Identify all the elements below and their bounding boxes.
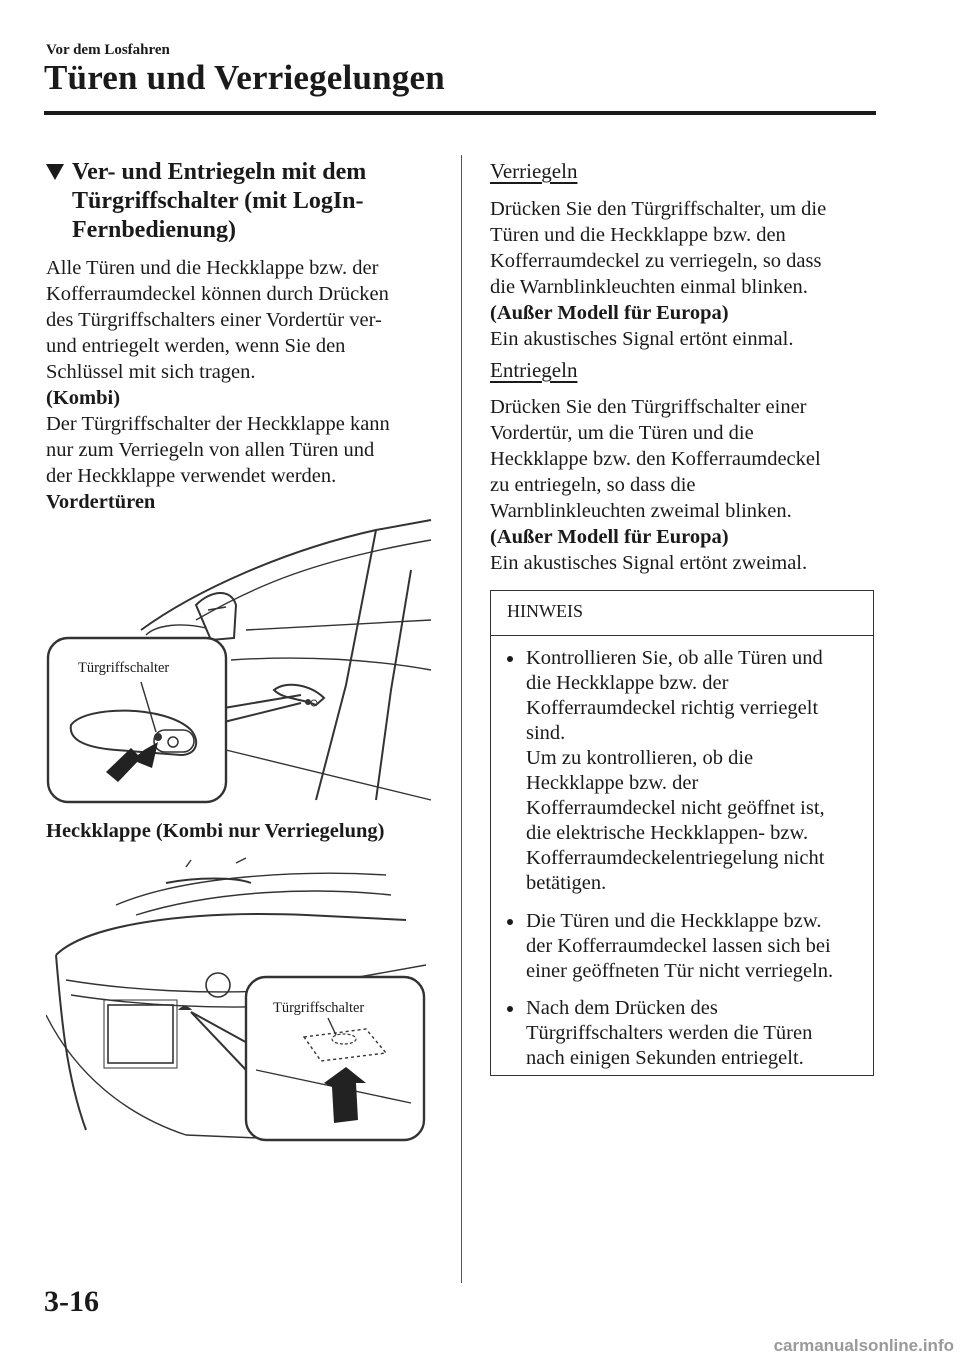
bullet-dot-icon bbox=[507, 656, 513, 662]
unlock-paragraph bbox=[490, 394, 875, 576]
note-box bbox=[490, 590, 874, 1076]
unlock-exception-text: Ein akustisches Signal ertönt zweimal. bbox=[490, 552, 808, 574]
unlock-heading: Entriegeln bbox=[490, 358, 578, 382]
tailgate-label: Heckklappe (Kombi nur Verriegelung) bbox=[46, 820, 385, 842]
tailgate-switch-illustration bbox=[46, 855, 436, 1145]
note-line: Kofferraumdeckel richtig verriegelt bbox=[526, 697, 819, 719]
note-line: sind. bbox=[526, 722, 566, 744]
unlock-line: zu entriegeln, so dass die bbox=[490, 474, 696, 496]
kombi-line: nur zum Verriegeln von allen Türen und bbox=[46, 439, 375, 461]
note-line: Nach dem Drücken des bbox=[526, 997, 718, 1019]
note-line: die elektrische Heckklappen- bzw. bbox=[526, 822, 809, 844]
lock-exception-text: Ein akustisches Signal ertönt einmal. bbox=[490, 328, 794, 350]
figure1-callout-label: Türgriffschalter bbox=[78, 660, 170, 676]
lock-line: die Warnblinkleuchten einmal blinken. bbox=[490, 276, 808, 298]
column-divider bbox=[461, 155, 462, 1283]
bullet-dot-icon bbox=[507, 919, 513, 925]
note-bullet-item bbox=[507, 996, 867, 1071]
unlock-line: Heckklappe bzw. den Kofferraumdeckel bbox=[490, 448, 821, 470]
section-label: Vor dem Losfahren bbox=[46, 42, 170, 58]
heading-line: Ver- und Entriegeln mit dem bbox=[72, 159, 367, 185]
title-rule bbox=[44, 111, 876, 115]
lock-paragraph bbox=[490, 196, 875, 352]
unlock-exception-label: (Außer Modell für Europa) bbox=[490, 526, 729, 548]
note-line: einer geöffneten Tür nicht verriegeln. bbox=[526, 960, 834, 982]
lock-line: Drücken Sie den Türgriffschalter, um die bbox=[490, 198, 827, 220]
note-line: Um zu kontrollieren, ob die bbox=[526, 747, 754, 769]
unlock-line: Vordertür, um die Türen und die bbox=[490, 422, 754, 444]
note-line: die Heckklappe bzw. der bbox=[526, 672, 729, 694]
kombi-line: Der Türgriffschalter der Heckklappe kann bbox=[46, 413, 390, 435]
note-line: Kofferraumdeckel nicht geöffnet ist, bbox=[526, 797, 825, 819]
note-line: Türgriffschalters werden die Türen bbox=[526, 1022, 813, 1044]
intro-line: des Türgriffschalters einer Vordertür ver- bbox=[46, 309, 382, 331]
note-line: Heckklappe bzw. der bbox=[526, 772, 699, 794]
heading-line: Fernbedienung) bbox=[72, 217, 237, 243]
watermark: carmanualsonline.info bbox=[773, 1336, 954, 1355]
lock-exception-label: (Außer Modell für Europa) bbox=[490, 302, 729, 324]
lock-line: Türen und die Heckklappe bzw. den bbox=[490, 224, 786, 246]
lock-line: Kofferraumdeckel zu verriegeln, so dass bbox=[490, 250, 822, 272]
lock-heading: Verriegeln bbox=[490, 159, 578, 183]
note-line: nach einigen Sekunden entriegelt. bbox=[526, 1047, 804, 1069]
unlock-line: Warnblinkleuchten zweimal blinken. bbox=[490, 500, 792, 522]
bullet-dot-icon bbox=[507, 1006, 513, 1012]
intro-line: Schlüssel mit sich tragen. bbox=[46, 361, 256, 383]
chapter-title: Türen und Verriegelungen bbox=[44, 58, 445, 97]
intro-paragraph bbox=[46, 255, 446, 515]
heading-line: Türgriffschalter (mit LogIn- bbox=[72, 188, 364, 214]
note-bullet-item bbox=[507, 646, 867, 896]
front-doors-label: Vordertüren bbox=[46, 491, 156, 513]
note-line: der Kofferraumdeckel lassen sich bei bbox=[526, 935, 831, 957]
note-line: Die Türen und die Heckklappe bzw. bbox=[526, 910, 822, 932]
figure2-callout-label: Türgriffschalter bbox=[273, 1000, 365, 1016]
triangle-marker-icon bbox=[46, 164, 64, 180]
note-divider bbox=[491, 635, 873, 636]
kombi-label: (Kombi) bbox=[46, 387, 121, 409]
section-heading bbox=[46, 158, 446, 245]
note-bullet-item bbox=[507, 909, 867, 984]
note-line: betätigen. bbox=[526, 872, 607, 894]
page-number: 3-16 bbox=[44, 1285, 99, 1318]
intro-line: Kofferraumdeckel können durch Drücken bbox=[46, 283, 389, 305]
intro-line: Alle Türen und die Heckklappe bzw. der bbox=[46, 257, 379, 279]
note-line: Kontrollieren Sie, ob alle Türen und bbox=[526, 647, 823, 669]
note-title: HINWEIS bbox=[507, 601, 583, 621]
unlock-line: Drücken Sie den Türgriffschalter einer bbox=[490, 396, 807, 418]
kombi-line: der Heckklappe verwendet werden. bbox=[46, 465, 337, 487]
intro-line: und entriegelt werden, wenn Sie den bbox=[46, 335, 346, 357]
note-line: Kofferraumdeckelentriegelung nicht bbox=[526, 847, 825, 869]
